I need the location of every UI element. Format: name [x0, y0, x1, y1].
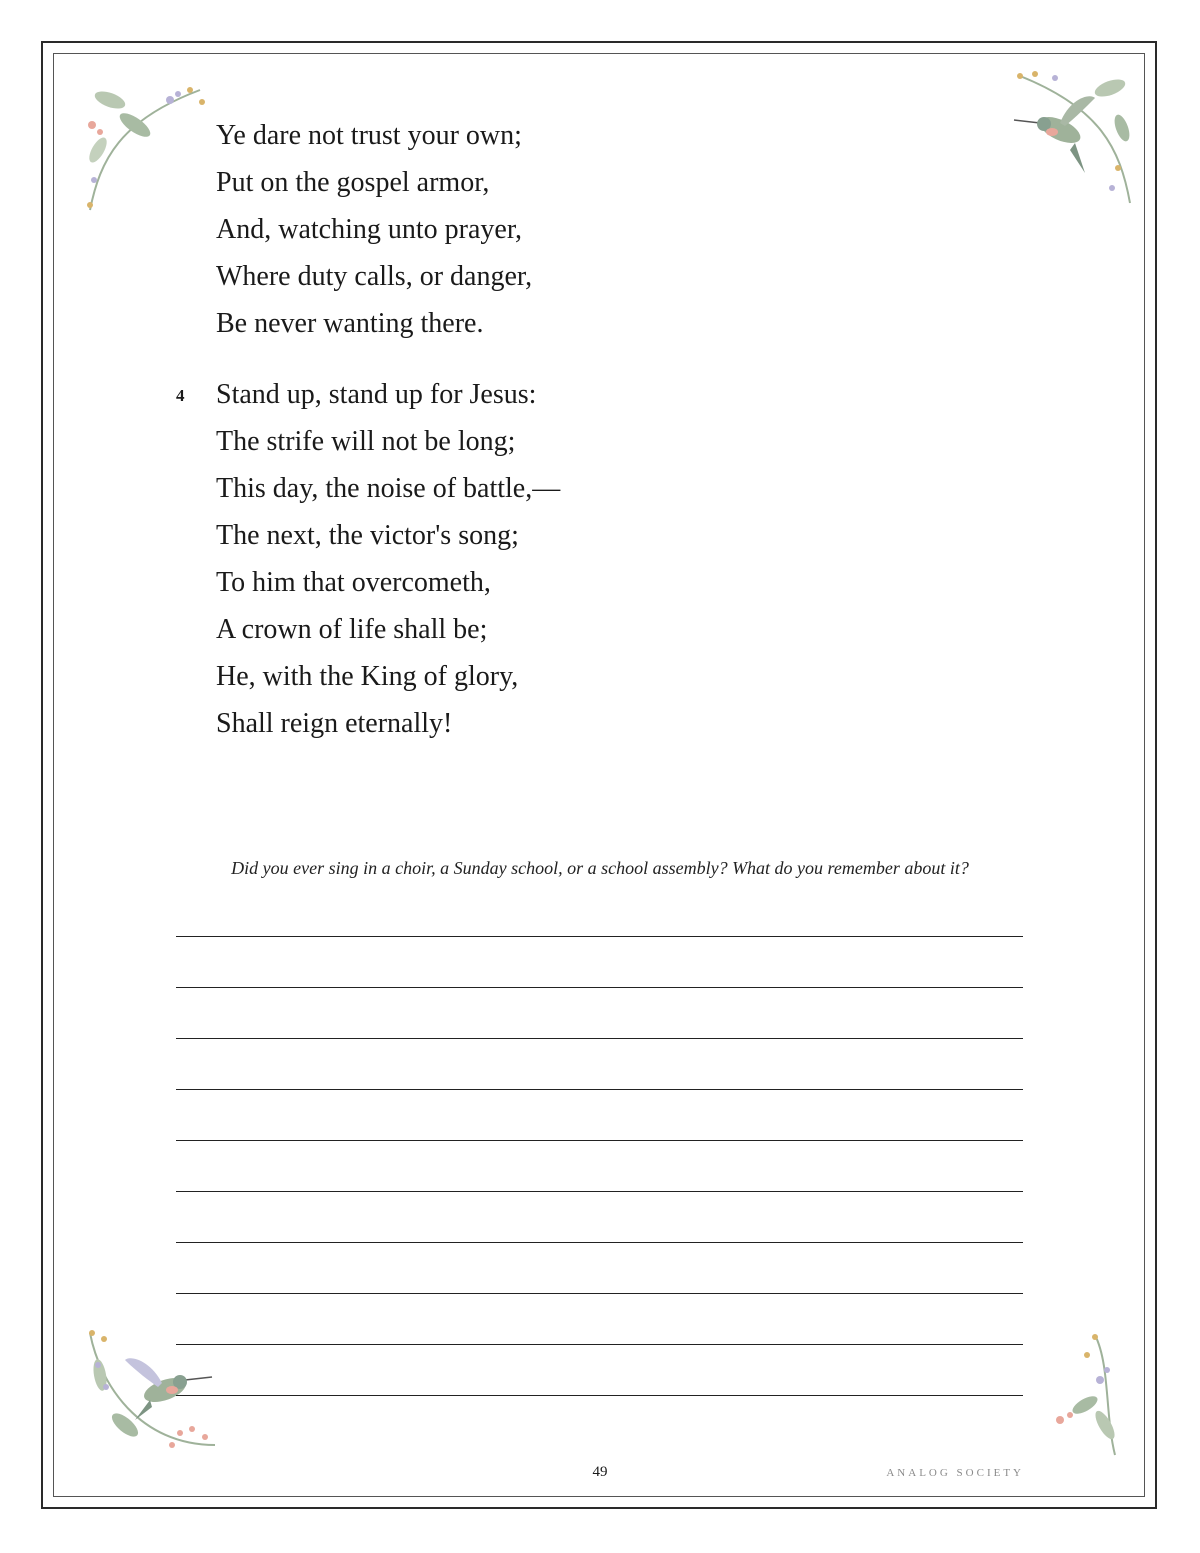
hummingbird-floral-top-right	[1000, 68, 1140, 208]
poem-line: The next, the victor's song;	[216, 520, 519, 551]
poem-line: Stand up, stand up for Jesus:	[216, 379, 537, 410]
floral-corner-bottom-right	[1045, 1325, 1185, 1465]
poem-line: A crown of life shall be;	[216, 614, 488, 645]
writing-line[interactable]	[176, 1191, 1023, 1192]
brand-name: ANALOG SOCIETY	[886, 1467, 1024, 1479]
writing-line[interactable]	[176, 1242, 1023, 1243]
writing-line[interactable]	[176, 936, 1023, 937]
poem-line: To him that overcometh,	[216, 567, 491, 598]
poem-line: Ye dare not trust your own;	[216, 120, 522, 151]
poem-line: And, watching unto prayer,	[216, 214, 523, 245]
journal-prompt: Did you ever sing in a choir, a Sunday school, or a school assembly? What do you remember about it?	[231, 858, 969, 878]
poem-line: Shall reign eternally!	[216, 708, 453, 739]
writing-line[interactable]	[176, 1089, 1023, 1090]
writing-line[interactable]	[176, 1140, 1023, 1141]
poem-line: The strife will not be long;	[216, 426, 516, 457]
poem-line: This day, the noise of battle,—	[216, 473, 561, 504]
poem-line: Where duty calls, or danger,	[216, 261, 533, 292]
writing-line[interactable]	[176, 1395, 1023, 1396]
page-number: 49	[592, 1464, 608, 1480]
writing-line[interactable]	[176, 1293, 1023, 1294]
writing-line[interactable]	[176, 1038, 1023, 1039]
poem-line: Put on the gospel armor,	[216, 167, 490, 198]
verse-number: 4	[176, 386, 185, 405]
writing-line[interactable]	[176, 987, 1023, 988]
poem-line: Be never wanting there.	[216, 308, 484, 339]
floral-corner-top-left	[80, 80, 220, 220]
poem-line: He, with the King of glory,	[216, 661, 519, 692]
writing-line[interactable]	[176, 1344, 1023, 1345]
